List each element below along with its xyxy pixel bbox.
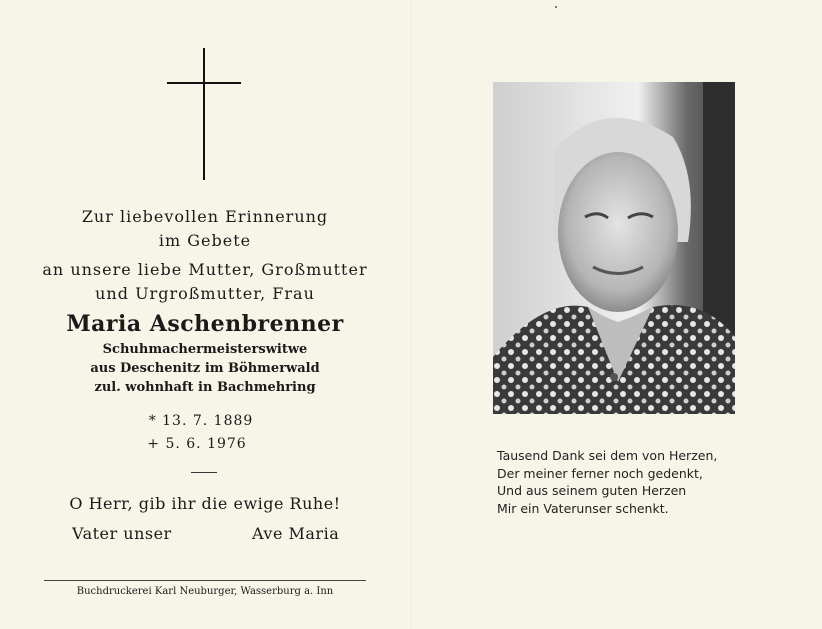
deceased-name: Maria Aschenbrenner xyxy=(66,311,344,337)
death-date: + 5. 6. 1976 xyxy=(147,436,247,452)
birth-date: * 13. 7. 1889 xyxy=(148,413,254,429)
fold-line xyxy=(411,0,412,629)
subtitle-line-2: aus Deschenitz im Böhmerwald xyxy=(90,361,320,376)
printer-credit: Buchdruckerei Karl Neuburger, Wasserburg a. Inn xyxy=(76,586,334,597)
intro-line-3: an unsere liebe Mutter, Großmutter xyxy=(42,260,368,279)
poem-verse xyxy=(497,447,757,517)
subtitle-line-3: zul. wohnhaft in Bachmehring xyxy=(94,380,316,395)
portrait-photo xyxy=(493,82,735,414)
prayer-vater-unser: Vater unser xyxy=(72,524,172,543)
divider-dash xyxy=(191,472,217,473)
intro-line-4: und Urgroßmutter, Frau xyxy=(95,284,315,303)
prayer-ave-maria: Ave Maria xyxy=(252,524,340,543)
intro-line-2: im Gebete xyxy=(158,231,252,250)
poem-line-2: Der meiner ferner noch gedenkt, xyxy=(497,465,703,481)
paper-speck xyxy=(555,6,557,8)
poem-line-3: Und aus seinem guten Herzen xyxy=(497,483,687,498)
poem-line-4: Mir ein Vaterunser schenkt. xyxy=(497,500,669,516)
subtitle-line-1: Schuhmachermeisterswitwe xyxy=(102,342,308,357)
prayer-text: O Herr, gib ihr die ewige Ruhe! xyxy=(69,494,341,513)
portrait-illustration xyxy=(493,82,735,414)
bottom-rule xyxy=(44,580,366,581)
poem-line-1: Tausend Dank sei dem von Herzen, xyxy=(497,448,718,463)
intro-line-1: Zur liebevollen Erinnerung xyxy=(81,207,329,226)
